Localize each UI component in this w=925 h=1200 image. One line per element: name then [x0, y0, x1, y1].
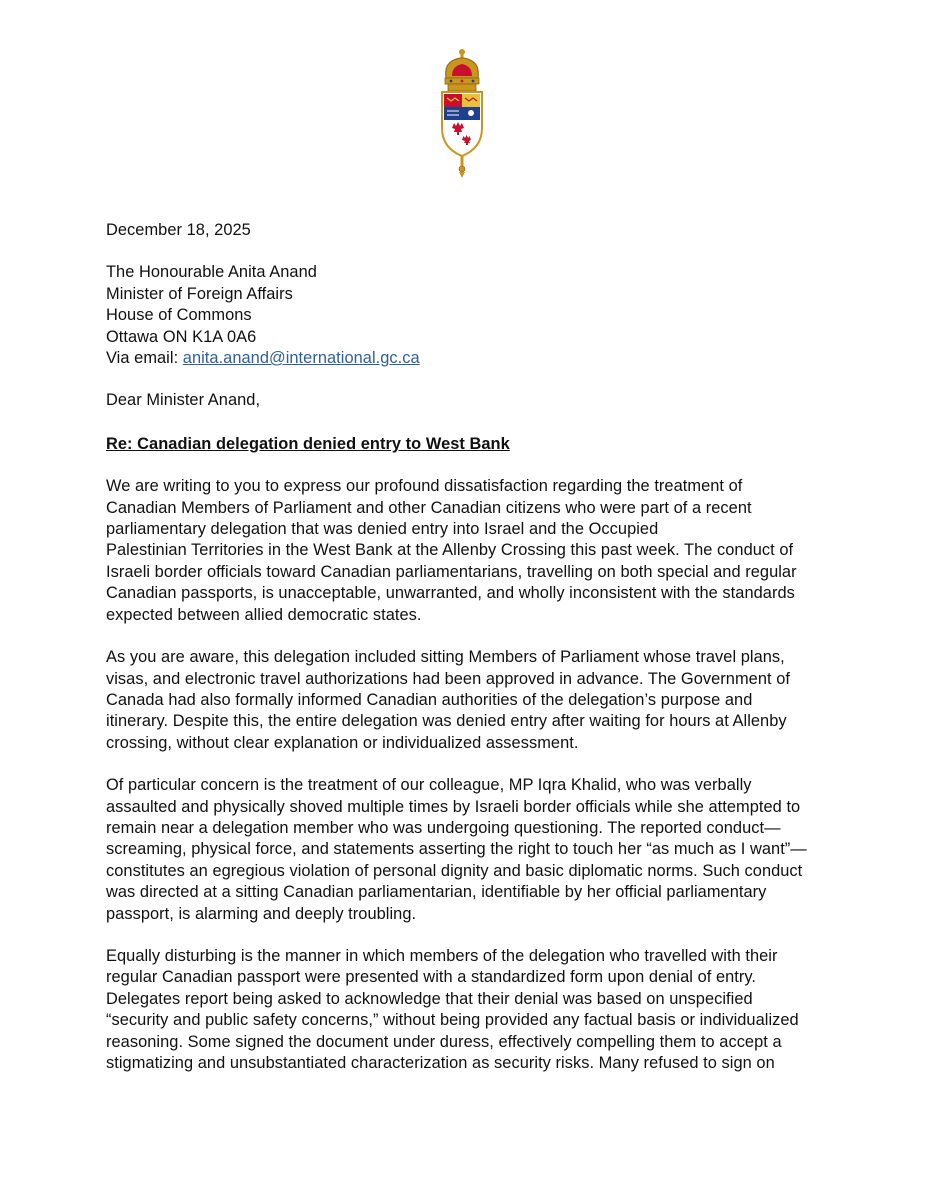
letter-body	[106, 220, 846, 1095]
paragraph-line: Canadian passports, is unacceptable, unwarranted, and wholly inconsistent with the standards	[106, 584, 795, 603]
paragraph	[106, 775, 846, 925]
recipient-name: The Honourable Anita Anand	[106, 263, 317, 282]
paragraph-line: Of particular concern is the treatment of our colleague, MP Iqra Khalid, who was verbally	[106, 776, 752, 795]
paragraph-line: remain near a delegation member who was undergoing questioning. The reported conduct—	[106, 818, 781, 837]
paragraph	[106, 476, 846, 626]
paragraph-line: “security and public safety concerns,” without being provided any factual basis or individualized	[106, 1011, 799, 1030]
paragraph-line: We are writing to you to express our profound dissatisfaction regarding the treatment of	[106, 477, 743, 496]
paragraph	[106, 647, 846, 754]
paragraph-line: crossing, without clear explanation or individualized assessment.	[106, 733, 579, 752]
paragraph-line: screaming, physical force, and statements asserting the right to touch her “as much as I want”—	[106, 840, 807, 859]
paragraph-line: Canadian Members of Parliament and other Canadian citizens who were part of a recent	[106, 498, 752, 517]
paragraph	[106, 946, 846, 1074]
paragraph-line: parliamentary delegation that was denied entry into Israel and the Occupied	[106, 520, 659, 539]
paragraph-line: expected between allied democratic states.	[106, 605, 422, 624]
paragraph-line: stigmatizing and unsubstantiated characterization as security risks. Many refused to sign on	[106, 1054, 775, 1072]
via-email-label: Via email:	[106, 349, 183, 368]
paragraph-line: was directed at a sitting Canadian parliamentarian, identifiable by her official parliamentary	[106, 883, 767, 902]
paragraph-line: visas, and electronic travel authorizations had been approved in advance. The Government of	[106, 669, 790, 688]
subject-line: Re: Canadian delegation denied entry to West Bank	[106, 434, 510, 453]
letter-date: December 18, 2025	[106, 221, 251, 239]
recipient-organization: House of Commons	[106, 306, 252, 325]
paragraph-line: reasoning. Some signed the document under duress, effectively compelling them to accept a	[106, 1032, 782, 1051]
house-of-commons-crest-icon	[434, 48, 490, 178]
paragraph-line: constitutes an egregious violation of personal dignity and basic diplomatic norms. Such conduct	[106, 861, 803, 880]
paragraph-line: itinerary. Despite this, the entire delegation was denied entry after waiting for hours at Allenby	[106, 712, 787, 731]
paragraph-line: Palestinian Territories in the West Bank at the Allenby Crossing this past week. The conduct of	[106, 541, 794, 560]
paragraph-line: regular Canadian passport were presented with a standardized form upon denial of entry.	[106, 968, 757, 987]
recipient-address	[106, 262, 846, 369]
recipient-email-line	[106, 348, 846, 369]
paragraph-line: Delegates report being asked to acknowledge that their denial was based on unspecified	[106, 989, 753, 1008]
paragraph-line: Equally disturbing is the manner in which members of the delegation who travelled with their	[106, 946, 778, 965]
recipient-title: Minister of Foreign Affairs	[106, 284, 293, 303]
salutation: Dear Minister Anand,	[106, 391, 261, 410]
paragraph-line: As you are aware, this delegation included sitting Members of Parliament whose travel plans,	[106, 648, 785, 667]
recipient-email-link[interactable]: anita.anand@international.gc.ca	[182, 349, 420, 368]
paragraph-line: assaulted and physically shoved multiple times by Israeli border officials while she attempted to	[106, 797, 801, 816]
recipient-city-postal: Ottawa ON K1A 0A6	[106, 327, 257, 346]
paragraph-line: Israeli border officials toward Canadian parliamentarians, travelling on both special and regular	[106, 562, 797, 581]
paragraph-line: Canada had also formally informed Canadian authorities of the delegation’s purpose and	[106, 690, 753, 709]
paragraph-line: passport, is alarming and deeply troubling.	[106, 904, 417, 923]
